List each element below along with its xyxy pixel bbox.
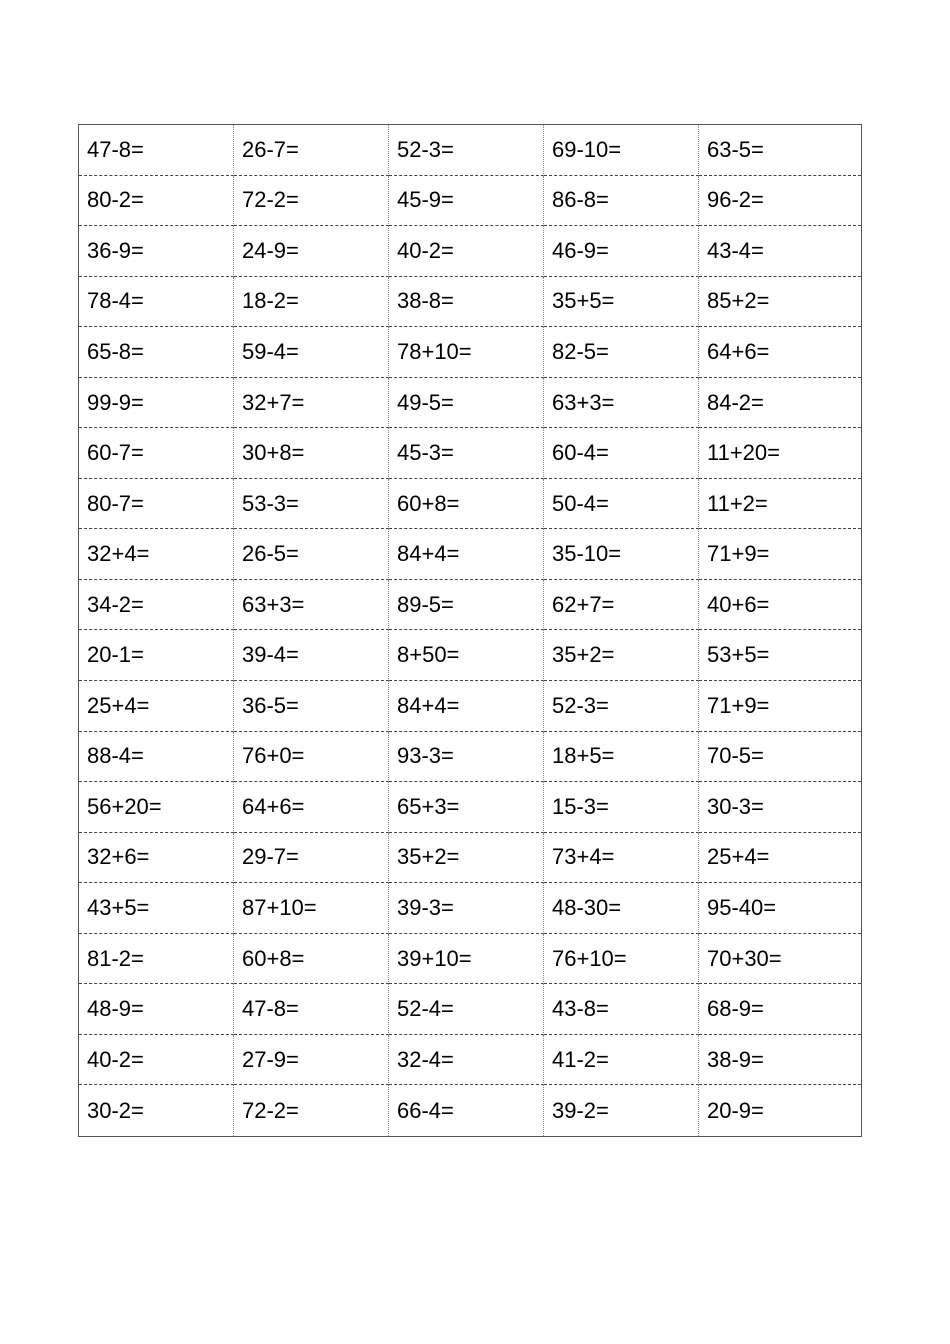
- problem-cell: 50-4=: [544, 479, 699, 530]
- problem-cell: 32-4=: [389, 1035, 544, 1086]
- problem-cell: 69-10=: [544, 125, 699, 176]
- problem-cell: 60+8=: [234, 934, 389, 985]
- problem-cell: 25+4=: [699, 833, 861, 884]
- problem-cell: 15-3=: [544, 782, 699, 833]
- problem-cell: 93-3=: [389, 732, 544, 783]
- problem-cell: 64+6=: [234, 782, 389, 833]
- problem-cell: 66-4=: [389, 1085, 544, 1136]
- problem-cell: 45-9=: [389, 176, 544, 227]
- problem-cell: 18-2=: [234, 277, 389, 328]
- problem-cell: 71+9=: [699, 529, 861, 580]
- problem-cell: 25+4=: [79, 681, 234, 732]
- problem-cell: 26-7=: [234, 125, 389, 176]
- problem-cell: 84+4=: [389, 529, 544, 580]
- problem-cell: 38-8=: [389, 277, 544, 328]
- problem-cell: 64+6=: [699, 327, 861, 378]
- problem-cell: 29-7=: [234, 833, 389, 884]
- problem-cell: 27-9=: [234, 1035, 389, 1086]
- problem-cell: 84-2=: [699, 378, 861, 429]
- problem-cell: 24-9=: [234, 226, 389, 277]
- problem-cell: 72-2=: [234, 1085, 389, 1136]
- problem-cell: 81-2=: [79, 934, 234, 985]
- problem-cell: 63-5=: [699, 125, 861, 176]
- problem-cell: 60-4=: [544, 428, 699, 479]
- problem-cell: 88-4=: [79, 732, 234, 783]
- problem-cell: 8+50=: [389, 630, 544, 681]
- problem-cell: 68-9=: [699, 984, 861, 1035]
- problem-cell: 70-5=: [699, 732, 861, 783]
- problem-cell: 60+8=: [389, 479, 544, 530]
- problem-cell: 30-3=: [699, 782, 861, 833]
- problem-cell: 53-3=: [234, 479, 389, 530]
- problem-cell: 76+10=: [544, 934, 699, 985]
- problem-cell: 36-9=: [79, 226, 234, 277]
- problem-cell: 35+2=: [544, 630, 699, 681]
- problem-cell: 86-8=: [544, 176, 699, 227]
- problem-cell: 65+3=: [389, 782, 544, 833]
- problem-cell: 95-40=: [699, 883, 861, 934]
- problem-cell: 72-2=: [234, 176, 389, 227]
- problem-cell: 45-3=: [389, 428, 544, 479]
- problem-cell: 96-2=: [699, 176, 861, 227]
- problem-cell: 78-4=: [79, 277, 234, 328]
- problem-cell: 43+5=: [79, 883, 234, 934]
- problem-cell: 39-2=: [544, 1085, 699, 1136]
- problem-cell: 32+4=: [79, 529, 234, 580]
- problem-cell: 40-2=: [79, 1035, 234, 1086]
- problem-cell: 32+7=: [234, 378, 389, 429]
- problem-cell: 49-5=: [389, 378, 544, 429]
- problem-cell: 80-2=: [79, 176, 234, 227]
- problem-cell: 89-5=: [389, 580, 544, 631]
- problem-cell: 11+20=: [699, 428, 861, 479]
- problem-cell: 43-8=: [544, 984, 699, 1035]
- problem-cell: 47-8=: [79, 125, 234, 176]
- problem-cell: 35-10=: [544, 529, 699, 580]
- problem-cell: 20-9=: [707, 1097, 764, 1123]
- problem-cell: 76+0=: [234, 732, 389, 783]
- problem-cell: 47-8=: [234, 984, 389, 1035]
- problem-cell: 63+3=: [544, 378, 699, 429]
- problem-cell: 35+5=: [544, 277, 699, 328]
- problem-cell: 32+6=: [79, 833, 234, 884]
- problem-cell: 53+5=: [699, 630, 861, 681]
- problem-cell: 65-8=: [79, 327, 234, 378]
- problem-cell: 39-4=: [234, 630, 389, 681]
- problem-cell: 56+20=: [79, 782, 234, 833]
- problem-cell: 71+9=: [699, 681, 861, 732]
- problem-cell: 30+8=: [234, 428, 389, 479]
- problem-cell: 52-3=: [389, 125, 544, 176]
- problem-cell: 20-1=: [79, 630, 234, 681]
- problem-cell: 40-2=: [389, 226, 544, 277]
- problem-cell: 40+6=: [699, 580, 861, 631]
- problem-cell: 39-3=: [389, 883, 544, 934]
- problem-cell: 38-9=: [699, 1035, 861, 1086]
- problem-cell: 39+10=: [389, 934, 544, 985]
- problem-cell: 59-4=: [234, 327, 389, 378]
- problem-cell: 35+2=: [389, 833, 544, 884]
- problem-cell: 34-2=: [79, 580, 234, 631]
- problem-cell: 30-2=: [79, 1085, 234, 1136]
- problem-cell: 52-4=: [389, 984, 544, 1035]
- problem-cell: 78+10=: [389, 327, 544, 378]
- problem-cell: 43-4=: [699, 226, 861, 277]
- problem-cell: 18+5=: [544, 732, 699, 783]
- problem-cell: 60-7=: [79, 428, 234, 479]
- problem-cell: 48-30=: [544, 883, 699, 934]
- problem-cell: 48-9=: [79, 984, 234, 1035]
- problem-cell: 62+7=: [544, 580, 699, 631]
- problem-cell: 46-9=: [544, 226, 699, 277]
- problem-cell: 80-7=: [79, 479, 234, 530]
- problem-cell: 26-5=: [234, 529, 389, 580]
- problem-cell: 41-2=: [544, 1035, 699, 1086]
- problem-cell: 87+10=: [234, 883, 389, 934]
- problem-cell: 82-5=: [544, 327, 699, 378]
- problem-cell: 99-9=: [79, 378, 234, 429]
- problem-cell: 84+4=: [389, 681, 544, 732]
- problem-cell: 63+3=: [234, 580, 389, 631]
- problem-cell: 11+2=: [699, 479, 861, 530]
- problem-cell: 70+30=: [699, 934, 861, 985]
- problem-cell: 73+4=: [544, 833, 699, 884]
- problem-cell: 36-5=: [234, 681, 389, 732]
- problem-cell: 52-3=: [544, 681, 699, 732]
- arithmetic-worksheet-grid: [78, 124, 862, 1137]
- problem-cell: 85+2=: [699, 277, 861, 328]
